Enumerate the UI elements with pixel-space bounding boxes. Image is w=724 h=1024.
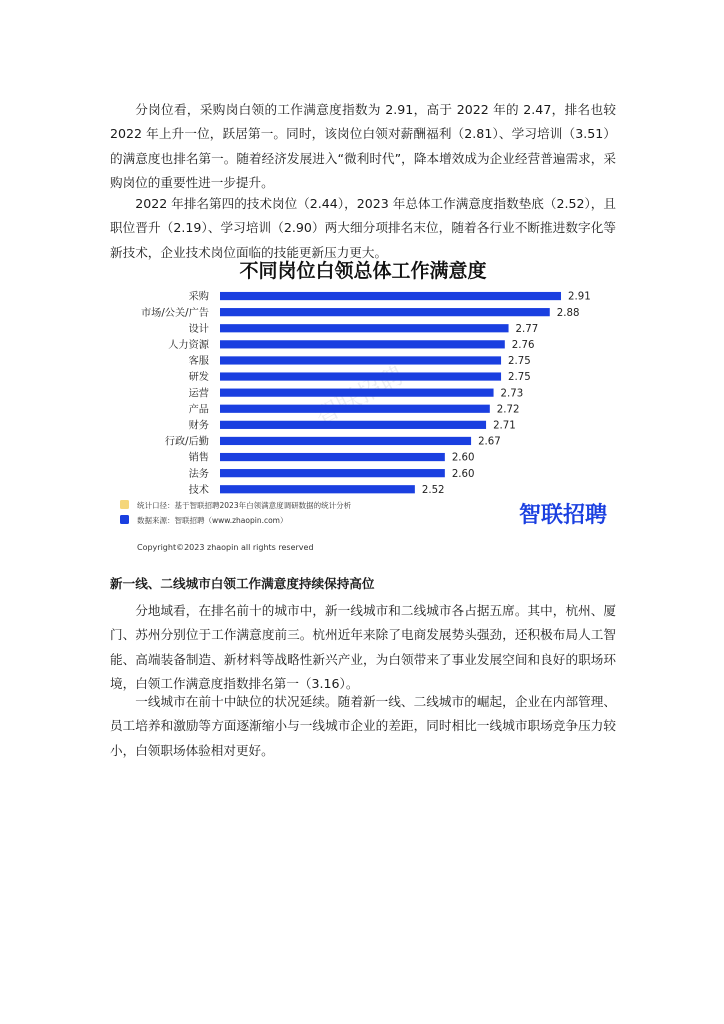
zhaopin-logo: 智联招聘 [518,503,607,528]
bar-4 [220,356,501,364]
value-label-0: 2.91 [568,291,591,303]
chart-title: 不同岗位白领总体工作满意度 [239,260,487,282]
note-scope: 统计口径：基于智联招聘2023年白领满意度调研数据的统计分析 [137,501,352,510]
paragraph-tier1-cities: 一线城市在前十中缺位的状况延续。随着新一线、二线城市的崛起，企业在内部管理、员工培养和激励等方面逐渐缩小与一线城市企业的差距，同时相比一线城市职场竞争压力较小，白领职场体验相对更好。 [110,694,616,758]
value-label-7: 2.72 [496,404,520,416]
value-label-2: 2.77 [515,323,539,335]
note-swatch-scope [120,500,129,509]
value-label-4: 2.75 [508,356,531,368]
value-label-12: 2.52 [421,484,445,496]
category-label-5: 研发 [188,372,209,384]
category-label-9: 行政/后勤 [164,436,209,448]
bar-1 [220,308,550,316]
bar-6 [220,389,494,397]
paragraph-region-analysis: 分地域看，在排名前十的城市中，新一线城市和二线城市各占据五席。其中，杭州、厦门、苏州分别位于工作满意度前三。杭州近年来除了电商发展势头强劲，还积极布局人工智能、高端装备制造、新材料等战略性新兴产业，为白领带来了事业发展空间和良好的职场环境，白领工作满意度指数排名第一（3.16）。 [110,603,616,692]
section-heading: 新一线、二线城市白领工作满意度持续保持高位 [110,576,375,591]
value-label-3: 2.76 [511,339,535,351]
value-label-8: 2.71 [493,420,516,432]
category-label-8: 财务 [188,420,209,432]
value-label-10: 2.60 [451,452,475,464]
note-swatch-source [120,515,129,524]
value-label-1: 2.88 [556,307,580,319]
bars-group [141,290,591,496]
bar-8 [220,421,486,429]
category-label-4: 客服 [188,356,209,368]
category-label-10: 销售 [188,452,209,464]
value-label-9: 2.67 [478,436,501,448]
category-label-6: 运营 [188,388,209,400]
note-source: 数据来源：智联招聘（www.zhaopin.com） [137,516,288,525]
category-label-12: 技术 [188,484,209,496]
value-label-5: 2.75 [508,372,531,384]
bar-11 [220,469,445,477]
category-label-11: 法务 [188,468,209,480]
bar-2 [220,324,509,332]
category-label-7: 产品 [188,404,209,416]
bar-9 [220,437,471,445]
value-label-11: 2.60 [451,468,475,480]
paragraph-tech-position: 2022 年排名第四的技术岗位（2.44），2023 年总体工作满意度指数垫底（2.52），且职位晋升（2.19）、学习培训（2.90）两大细分项排名末位，随着各行业不断推进数字化等新技术，企业技术岗位面临的技能更新压力更大。 [110,196,616,260]
category-label-3: 人力资源 [168,339,209,351]
bar-0 [220,292,561,300]
bar-5 [220,372,501,380]
category-label-2: 设计 [188,323,209,335]
bar-10 [220,453,445,461]
category-label-1: 市场/公关/广告 [141,307,209,319]
value-label-6: 2.73 [500,388,524,400]
bar-3 [220,340,505,348]
bar-7 [220,405,490,413]
satisfaction-bar-chart [110,255,616,555]
copyright-text: Copyright©2023 zhaopin all rights reserved [137,543,314,552]
bar-12 [220,485,415,493]
paragraph-position-analysis: 分岗位看，采购岗白领的工作满意度指数为 2.91，高于 2022 年的 2.47，排名也较 2022 年上升一位，跃居第一。同时，该岗位白领对薪酬福利（2.81）、学习培训（3.51）的满意度也排名第一。随着经济发展进入“微利时代”，降本增效成为企业经营普遍需求，采购岗位的重要性进一步提升。 [110,102,616,191]
category-label-0: 采购 [188,291,209,303]
